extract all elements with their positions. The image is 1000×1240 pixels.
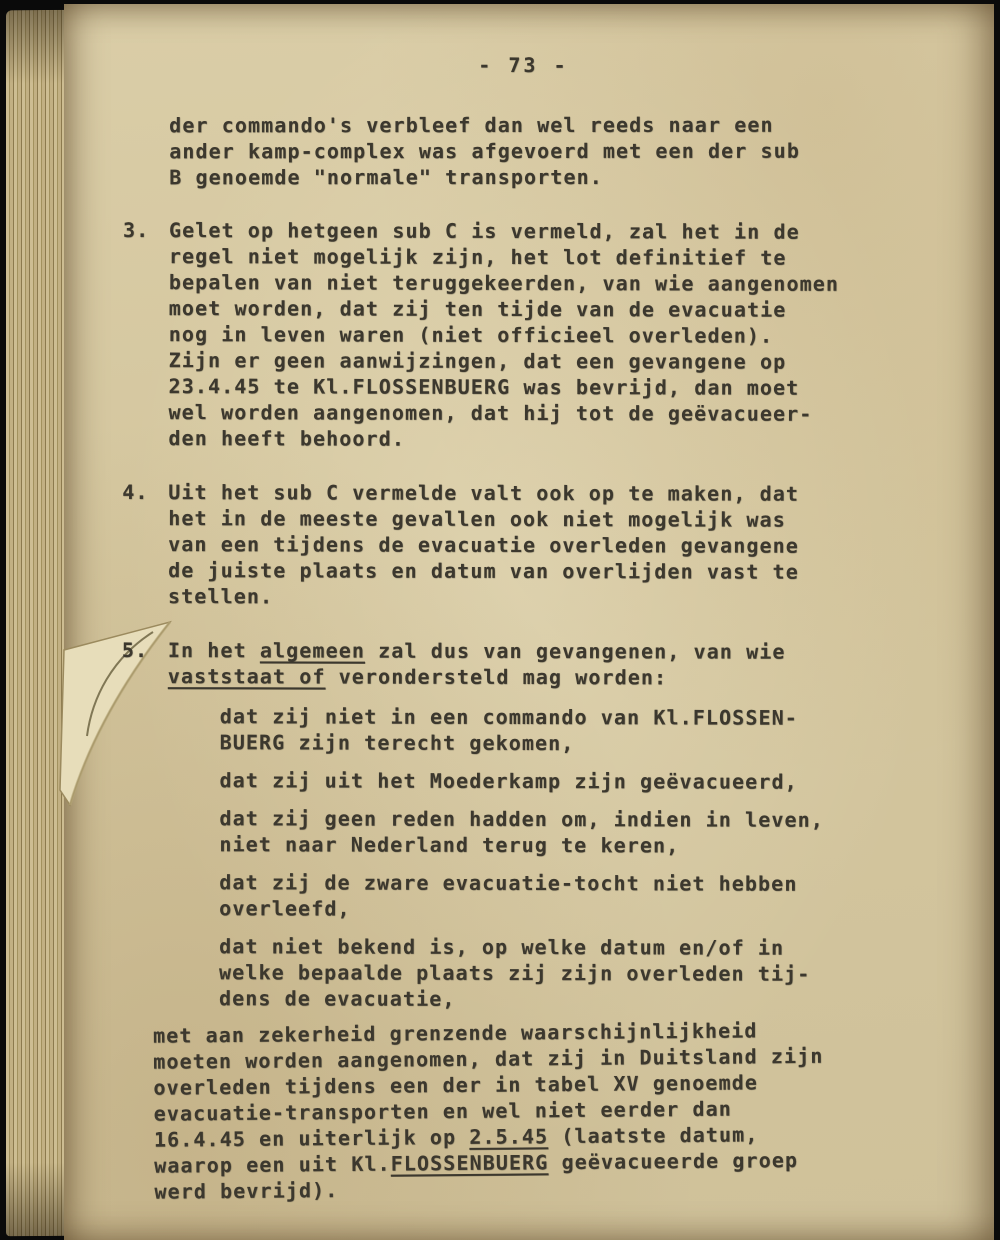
item-number: 3. xyxy=(122,217,150,243)
underlined-word: algemeen xyxy=(259,638,366,663)
sub-item-text: dat zij de zware evacuatie-tocht niet hebben overleefd, xyxy=(219,870,798,921)
document-page xyxy=(64,4,994,1240)
item-text: Uit het sub C vermelde valt ook op te maken, dat het in de meeste gevallen ook niet mogelijk was van een tijdens de evacuatie overleden gevangene de juiste plaats en datum van overlijden vast te stellen. xyxy=(167,480,800,609)
list-item-4 xyxy=(122,479,922,611)
page-content xyxy=(120,3,923,1207)
closing-text-segment: (laatste datum, waarop een uit Kl. xyxy=(154,1122,759,1178)
paragraph-continuation xyxy=(123,112,923,191)
closing-text-segment: met aan zekerheid grenzende waarschijnlijkheid moeten worden aangenomen, dat zij in Duitsland zijn overleden tijdens een der in tabel XV genoemde evacuatie-transporten en wel niet eerder dan 16.4.45 en uiterlijk op xyxy=(152,1018,824,1152)
list-item-3 xyxy=(122,217,923,453)
item-text-segment: verondersteld mag worden: xyxy=(325,664,668,690)
closing-text-segment: geëvacueerde groep werd bevrijd). xyxy=(154,1148,799,1204)
sub-item xyxy=(220,703,922,757)
list-item-5 xyxy=(122,637,922,691)
underlined-date: 2.5.45 xyxy=(469,1124,549,1149)
item-text-segment: In het xyxy=(167,638,260,663)
item-number: 5. xyxy=(121,637,149,663)
sub-item-text: dat zij niet in een commando van Kl.FLOSSEN- BUERG zijn terecht gekomen, xyxy=(219,704,798,756)
item-text: Gelet op hetgeen sub C is vermeld, zal het in de regel niet mogelijk zijn, het lot definitief te bepalen van niet teruggekeerden, van wie aangenomen moet worden, dat zij ten tijde van de evacuatie nog in leven waren (niet officieel overleden). Zijn er geen aanwijzingen, dat een gevangene op 23.4.45 te Kl.FLOSSENBUERG was bevrijd, dan moet wel worden aangenomen, dat hij tot de geëvacueer- den heeft behoord. xyxy=(168,218,840,451)
sub-item-text: dat niet bekend is, op welke datum en/of in welke bepaalde plaats zij zijn overleden tij- dens de evacuatie, xyxy=(218,934,811,1011)
sub-item xyxy=(220,767,922,795)
closing-paragraph xyxy=(121,1016,923,1205)
item-number: 4. xyxy=(122,479,149,505)
item-text xyxy=(168,638,786,689)
item-text-segment: zal dus van gevangenen, van wie xyxy=(364,638,786,664)
sub-item-list xyxy=(121,703,922,1013)
paragraph-text: der commando's verbleef dan wel reeds naar een ander kamp-complex was afgevoerd met een der sub B genoemde "normale" transporten. xyxy=(169,112,800,190)
sub-item-text: dat zij geen reden hadden om, indien in leven, niet naar Nederland terug te keren, xyxy=(219,806,824,858)
sub-item xyxy=(219,933,921,1013)
page-number: - 73 - xyxy=(478,52,569,78)
underlined-camp-name: FLOSSENBUERG xyxy=(390,1150,549,1176)
sub-item xyxy=(219,805,921,859)
underlined-word: vaststaat of xyxy=(167,664,326,689)
sub-item-text: dat zij uit het Moederkamp zijn geëvacueerd, xyxy=(219,768,798,794)
sub-item xyxy=(219,869,921,923)
